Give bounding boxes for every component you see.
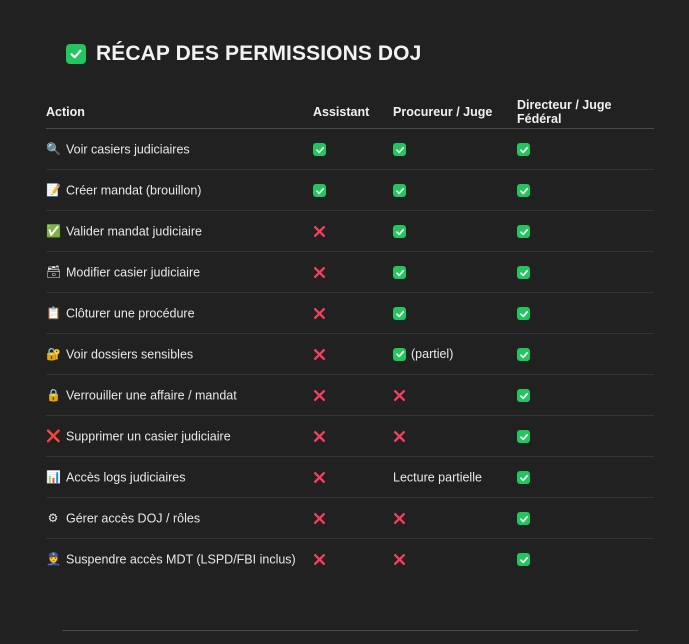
action-cell	[46, 375, 313, 416]
action-label: Verrouiller une affaire / mandat	[66, 388, 237, 403]
assistant-cell	[313, 211, 393, 252]
cross-mark-icon: ❌	[46, 429, 61, 444]
directeur-cell	[517, 416, 654, 457]
assistant-cell	[313, 170, 393, 211]
procureur-cell	[393, 129, 517, 170]
check-icon	[517, 471, 530, 484]
directeur-cell	[517, 334, 654, 375]
procureur-cell	[393, 252, 517, 293]
directeur-cell	[517, 375, 654, 416]
directeur-cell	[517, 170, 654, 211]
check-box-icon: ✅	[46, 224, 61, 239]
assistant-cell	[313, 498, 393, 539]
table-row	[46, 457, 654, 498]
action-cell	[46, 416, 313, 457]
procureur-note: Lecture partielle	[393, 470, 482, 485]
check-icon	[517, 348, 530, 361]
check-icon	[393, 348, 406, 361]
procureur-cell	[393, 211, 517, 252]
check-box-icon	[66, 44, 86, 64]
check-icon	[517, 225, 530, 238]
cross-icon	[313, 512, 326, 525]
table-header-row	[46, 96, 654, 129]
check-icon	[517, 389, 530, 402]
action-cell	[46, 211, 313, 252]
permissions-table	[46, 96, 654, 579]
action-cell	[46, 334, 313, 375]
assistant-cell	[313, 457, 393, 498]
directeur-cell	[517, 539, 654, 580]
action-label: Accès logs judiciaires	[66, 470, 186, 485]
action-cell	[46, 252, 313, 293]
table-row	[46, 416, 654, 457]
cross-icon	[313, 553, 326, 566]
check-icon	[517, 143, 530, 156]
procureur-cell	[393, 416, 517, 457]
table-row	[46, 375, 654, 416]
directeur-cell	[517, 211, 654, 252]
cross-icon	[313, 389, 326, 402]
cross-icon	[393, 389, 406, 402]
column-header-assistant: Assistant	[313, 96, 393, 129]
action-cell	[46, 170, 313, 211]
card-index-icon: 🗃	[46, 265, 62, 280]
table-row	[46, 539, 654, 580]
table-body	[46, 129, 654, 580]
action-label: Supprimer un casier judiciaire	[66, 429, 231, 444]
check-icon	[517, 266, 530, 279]
action-label: Gérer accès DOJ / rôles	[66, 511, 201, 526]
action-label: Modifier casier judiciaire	[66, 265, 201, 280]
magnifier-icon: 🔍	[46, 142, 61, 157]
table-row	[46, 129, 654, 170]
assistant-cell	[313, 129, 393, 170]
procureur-cell	[393, 375, 517, 416]
table-row	[46, 334, 654, 375]
assistant-cell	[313, 252, 393, 293]
check-icon	[313, 143, 326, 156]
check-icon	[393, 307, 406, 320]
action-cell	[46, 539, 313, 580]
check-icon	[393, 143, 406, 156]
check-icon	[393, 266, 406, 279]
clipboard-icon: 📋	[46, 306, 61, 321]
directeur-cell	[517, 457, 654, 498]
check-icon	[393, 184, 406, 197]
directeur-cell	[517, 252, 654, 293]
table-row	[46, 211, 654, 252]
table-row	[46, 293, 654, 334]
cross-icon	[313, 266, 326, 279]
procureur-cell	[393, 170, 517, 211]
action-cell	[46, 498, 313, 539]
action-label: Voir casiers judiciaires	[66, 142, 190, 157]
gear-icon: ⚙	[47, 511, 59, 526]
action-label: Clôturer une procédure	[66, 306, 195, 321]
cross-icon	[393, 430, 406, 443]
action-label: Suspendre accès MDT (LSPD/FBI inclus)	[66, 552, 296, 567]
cross-icon	[313, 348, 326, 361]
action-label: Valider mandat judiciaire	[66, 224, 202, 239]
procureur-note: (partiel)	[411, 347, 454, 362]
table-row	[46, 498, 654, 539]
police-officer-icon: 👮	[46, 552, 61, 567]
check-icon	[517, 512, 530, 525]
check-icon	[393, 225, 406, 238]
check-icon	[517, 184, 530, 197]
action-cell	[46, 457, 313, 498]
column-header-procureur: Procureur / Juge	[393, 96, 517, 129]
cross-icon	[313, 225, 326, 238]
cross-icon	[393, 512, 406, 525]
cross-icon	[393, 553, 406, 566]
procureur-cell	[393, 457, 517, 498]
assistant-cell	[313, 539, 393, 580]
lock-with-key-icon: 🔐	[46, 347, 61, 362]
procureur-cell	[393, 293, 517, 334]
check-icon	[517, 430, 530, 443]
table-row	[46, 252, 654, 293]
check-icon	[517, 307, 530, 320]
cross-icon	[313, 430, 326, 443]
page-title-container	[66, 42, 421, 66]
assistant-cell	[313, 375, 393, 416]
check-icon	[313, 184, 326, 197]
procureur-cell	[393, 498, 517, 539]
column-header-action: Action	[46, 96, 313, 129]
assistant-cell	[313, 293, 393, 334]
action-label: Créer mandat (brouillon)	[66, 183, 202, 198]
action-label: Voir dossiers sensibles	[66, 347, 194, 362]
bar-chart-icon: 📊	[46, 470, 61, 485]
table-row	[46, 170, 654, 211]
directeur-cell	[517, 293, 654, 334]
action-cell	[46, 293, 313, 334]
assistant-cell	[313, 334, 393, 375]
procureur-cell	[393, 539, 517, 580]
cross-icon	[313, 307, 326, 320]
assistant-cell	[313, 416, 393, 457]
memo-icon: 📝	[46, 183, 61, 198]
column-header-directeur: Directeur / Juge Fédéral	[517, 96, 654, 129]
cross-icon	[313, 471, 326, 484]
action-cell	[46, 129, 313, 170]
directeur-cell	[517, 498, 654, 539]
lock-icon: 🔒	[46, 388, 61, 403]
procureur-cell	[393, 334, 517, 375]
divider	[62, 630, 638, 631]
page-title: RÉCAP DES PERMISSIONS DOJ	[96, 42, 422, 65]
directeur-cell	[517, 129, 654, 170]
check-icon	[517, 553, 530, 566]
